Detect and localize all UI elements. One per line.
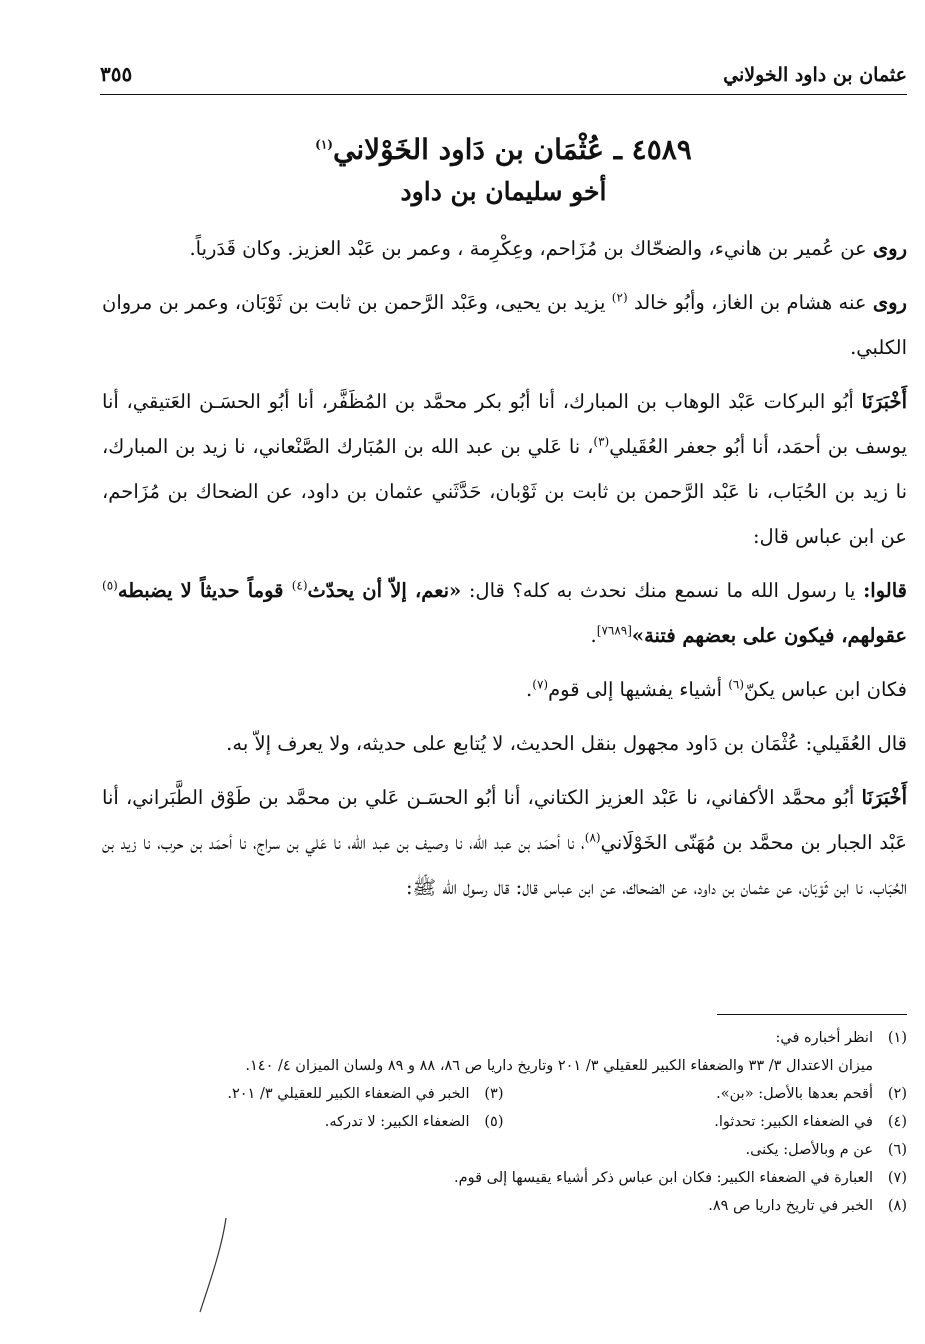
- paragraph: [102, 667, 907, 712]
- paragraph: [102, 721, 907, 766]
- page-number: ٣٥٥: [100, 62, 133, 86]
- entry-subtitle: أخو سليمان بن داود: [400, 177, 607, 206]
- footnote-text: عن م وبالأصل: يكنى.: [745, 1142, 873, 1158]
- paragraph-text: فكان ابن عباس يكنّ: [744, 678, 907, 701]
- footnote-marker: (٦): [728, 677, 745, 692]
- paragraph-text: .: [590, 624, 597, 647]
- entry-title-text: ٤٥٨٩ ـ عُثْمَان بن دَاود الخَوْلاني: [332, 133, 692, 166]
- footnote-number: (٤): [887, 1114, 907, 1130]
- paragraph-text: يا رسول الله ما نسمع منك نحدث به كله؟ قال:: [461, 579, 864, 602]
- paragraph-lead: روى: [872, 237, 907, 260]
- footnote: [100, 1108, 504, 1136]
- hadith-quote: «نعم، إلاّ أن يحدّث: [307, 579, 462, 602]
- footnote-number: (٦): [887, 1142, 907, 1158]
- footnote-row: [100, 1080, 907, 1108]
- paragraph-text: يزيد بن يحيى، وعَبْد الرَّحمن بن ثابت بن ثَوْبَان، وعمر بن مروان الكلبي.: [102, 291, 907, 359]
- footnote-text: انظر أخباره في:: [775, 1030, 873, 1046]
- body-text: [102, 226, 907, 919]
- footnote-marker: (١): [315, 137, 333, 152]
- footnote-number: (٣): [484, 1086, 504, 1102]
- paragraph: [102, 775, 907, 910]
- footnote-marker: (٥): [102, 578, 118, 593]
- paragraph-text: عنه هشام بن الغاز، وأبُو خالد: [627, 291, 873, 314]
- footnote: [100, 1136, 907, 1164]
- footnote-number: (١): [887, 1030, 907, 1046]
- paragraph: [102, 280, 907, 370]
- entry-title: [100, 128, 907, 172]
- footnote-number: (٨): [887, 1198, 907, 1214]
- paragraph-lead: أَخْبَرَنَا: [861, 390, 907, 413]
- footnote-text: في الضعفاء الكبير: تحدثوا.: [714, 1114, 873, 1130]
- footnotes: [100, 1024, 907, 1220]
- footnote-marker: (٤): [291, 578, 308, 593]
- paragraph-text: ، نا أحمَد بن عبد الله، نا وصيف بن عبد الله، نا عَلي بن سراج، نا أحمَد بن حرب، نا زيد بن الحُبَاب، نا ابن ثَوْبَان، عن عثمان بن داود، عن الضحاك، عن ابن عباس قال: قال رسول الله ﷺ:: [102, 831, 907, 899]
- footnote: [504, 1108, 908, 1136]
- footnote-marker: (٨): [584, 830, 601, 845]
- paragraph: [102, 226, 907, 271]
- paragraph-text: أبُو محمَّد الأكفاني، نا عَبْد العزيز الكتاني، أنا أبُو الحسَـن عَلي بن محمَّد بن طَوْق الطَّبَراني، أنا عَبْد الجبار بن محمَّد بن مُهَنّى الخَوْلَاني: [102, 786, 907, 854]
- hadith-reference-number: [٧٦٨٩]: [596, 623, 632, 638]
- footnote: [100, 1164, 907, 1192]
- footnote-divider: [717, 1014, 907, 1015]
- paragraph-text: عن عُمير بن هانيء، والضحّاك بن مُزَاحم، وعِكْرِمة ، وعمر بن عَبْد العزيز. وكان قَدَرياً.: [189, 237, 873, 260]
- footnote-number: (٢): [887, 1086, 907, 1102]
- paragraph: [102, 568, 907, 658]
- paragraph-text: أبُو البركات عَبْد الوهاب بن المبارك، أنا أبُو بكر محمَّد بن المُظَفَّر، أنا أبُو الحسَـن العَتيقي، أنا يوسف بن أحمَد، أنا أبُو جعفر العُقَيلي: [102, 390, 907, 458]
- footnote-text: أقحم بعدها بالأصل: «بن».: [716, 1086, 873, 1102]
- footnote-text: الخبر في تاريخ داريا ص ٨٩.: [708, 1198, 873, 1214]
- footnote-number: (٥): [484, 1114, 504, 1130]
- paragraph-text: .: [526, 678, 533, 701]
- footnote-row: [100, 1108, 907, 1136]
- hadith-quote: عقولهم، فيكون على بعضهم فتنة»: [631, 624, 907, 647]
- footnote: [504, 1080, 908, 1108]
- hadith-quote: قوماً حديثاً لا يضبطه: [117, 579, 292, 602]
- footnote-number: (٧): [887, 1170, 907, 1186]
- footnote: [100, 1080, 504, 1108]
- running-header-title: عثمان بن داود الخولاني: [723, 64, 907, 86]
- footnote-text: الخبر في الضعفاء الكبير للعقيلي ٣/ ٢٠١.: [227, 1086, 470, 1102]
- running-header: [100, 60, 907, 95]
- footnote-marker: (٧): [532, 677, 549, 692]
- paragraph-text: أشياء يفشيها إلى قوم: [548, 678, 729, 701]
- footnote-text: الضعفاء الكبير: لا تدركه.: [324, 1114, 470, 1130]
- footnote: [100, 1024, 907, 1052]
- footnote-text: ميزان الاعتدال ٣/ ٣٣ والضعفاء الكبير للعقيلي ٣/ ٢٠١ وتاريخ داريا ص ٨٦، ٨٨ و ٨٩ ولسان الميزان ٤/ ١٤٠.: [245, 1058, 873, 1074]
- footnote-marker: (٢): [611, 290, 628, 305]
- paragraph-lead: روى: [872, 291, 907, 314]
- paragraph: [102, 379, 907, 559]
- paragraph-lead: أَخْبَرَنَا: [861, 786, 907, 809]
- paragraph-text: قال العُقَيلي: عُثْمَان بن دَاود مجهول بنقل الحديث، لا يُتابع على حديثه، ولا يعرف إلاّ به.: [226, 732, 907, 755]
- pen-stroke-mark: [196, 1216, 236, 1316]
- paragraph-text: ، نا عَلي بن عبد الله بن المُبَارك الصَّنْعاني، نا زيد بن المبارك، نا زيد بن الحُبَاب، نا عَبْد الرَّحمن بن ثابت بن ثَوْبان، حَدَّثَني عثمان بن داود، عن الضحاك بن مُزَاحم، عن ابن عباس قال:: [102, 435, 907, 548]
- footnote-text: العبارة في الضعفاء الكبير: فكان ابن عباس ذكر أشياء يقيسها إلى قوم.: [454, 1170, 873, 1186]
- paragraph-lead: قالوا:: [863, 579, 907, 602]
- footnote-marker: (٣): [593, 434, 610, 449]
